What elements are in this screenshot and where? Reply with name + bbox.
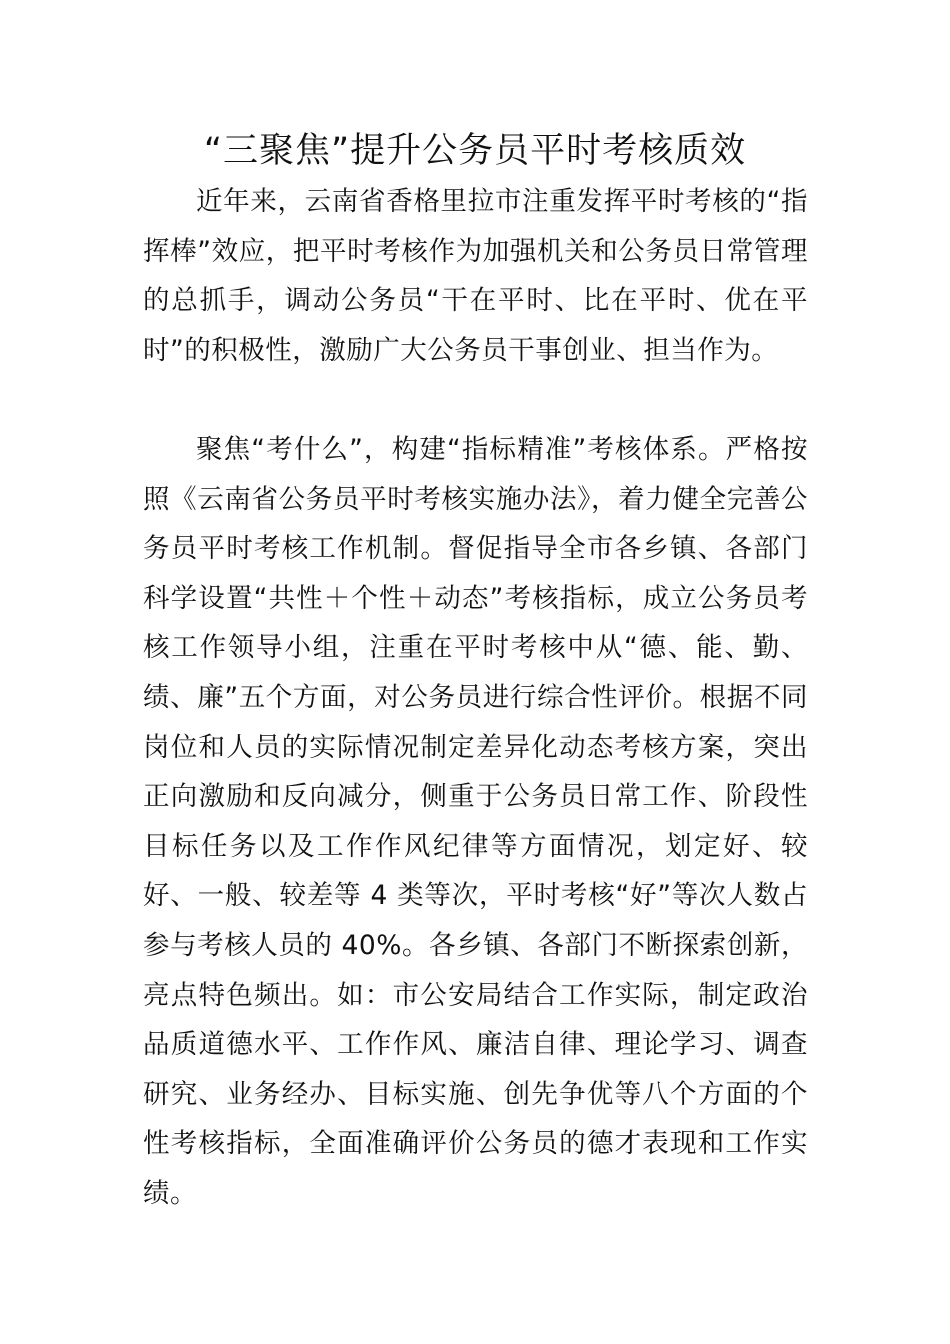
document-title: “三聚焦”提升公务员平时考核质效 (203, 131, 747, 171)
paragraph-focus-assessment: 聚焦“考什么”，构建“指标精准”考核体系。严格按照《云南省公务员平时考核实施办法》，着力健全完善公务员平时考核工作机制。督促指导全市各乡镇、各部门科学设置“共性＋个性＋动态”考核指标，成立公务员考核工作领导小组，注重在平时考核中从“德、能、勤、绩、廉”五个方面，对公务员进行综合性评价。根据不同岗位和人员的实际情况制定差异化动态考核方案，突出正向激励和反向减分，侧重于公务员日常工作、阶段性目标任务以及工作作风纪律等方面情况，划定好、较好、一般、较差等 4 类等次，平时考核“好”等次人数占参与考核人员的 40%。各乡镇、各部门不断探索创新，亮点特色频出。如：市公安局结合工作实际，制定政治品质道德水平、工作作风、廉洁自律、理论学习、调查研究、业务经办、目标实施、创先争优等八个方面的个性考核指标，全面准确评价公务员的德才表现和工作实绩。 (143, 434, 808, 1209)
paragraph-intro: 近年来，云南省香格里拉市注重发挥平时考核的“指挥棒”效应，把平时考核作为加强机关和公务员日常管理的总抓手，调动公务员“干在平时、比在平时、优在平时”的积极性，激励广大公务员干事创业、担当作为。 (143, 186, 808, 366)
